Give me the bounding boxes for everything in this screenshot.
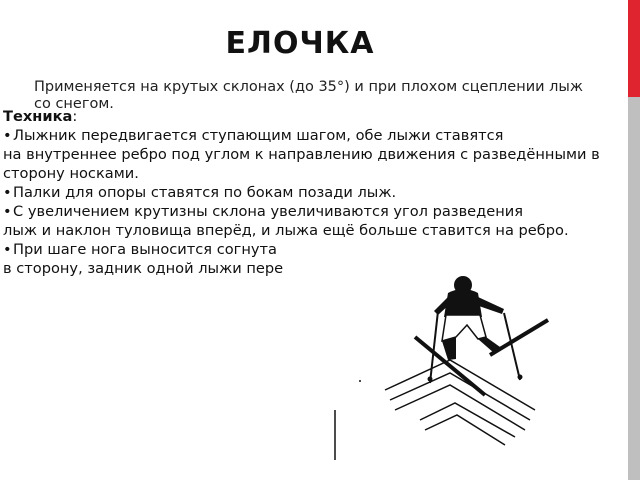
accent-bar-gray — [628, 97, 640, 480]
list-item — [3, 183, 603, 202]
skier-herringbone-icon — [330, 255, 580, 465]
list-item — [3, 126, 603, 183]
list-item-continuation: в сторону, задник одной лыжи пере — [3, 260, 284, 277]
slide-subtitle: Применяется на крутых склонах (до 35°) и при плохом сцеплении лыж со снегом. — [34, 79, 583, 112]
list-item-continuation: лыж и наклон туловища вперёд, и лыжа ещё больше ставится на ребро. — [3, 222, 569, 239]
list-item-first-line: Палки для опоры ставятся по бокам позади лыж. — [13, 184, 397, 201]
technique-section — [3, 107, 603, 278]
slide-title: ЕЛОЧКА — [225, 26, 375, 61]
technique-heading-label: Техника — [3, 108, 73, 125]
list-item — [3, 202, 603, 240]
accent-bar-red — [628, 0, 640, 97]
technique-heading-colon: : — [72, 108, 78, 125]
list-item-first-line: При шаге нога выносится согнута — [13, 241, 277, 258]
technique-heading — [3, 107, 603, 126]
list-item-continuation: на внутреннее ребро под углом к направлению движения с разведёнными в сторону носками. — [3, 146, 600, 182]
list-item-first-line: Лыжник передвигается ступающим шагом, обе лыжи ставятся — [13, 127, 504, 144]
list-item-first-line: С увеличением крутизны склона увеличиваются угол разведения — [13, 203, 524, 220]
accent-bar — [628, 0, 640, 480]
